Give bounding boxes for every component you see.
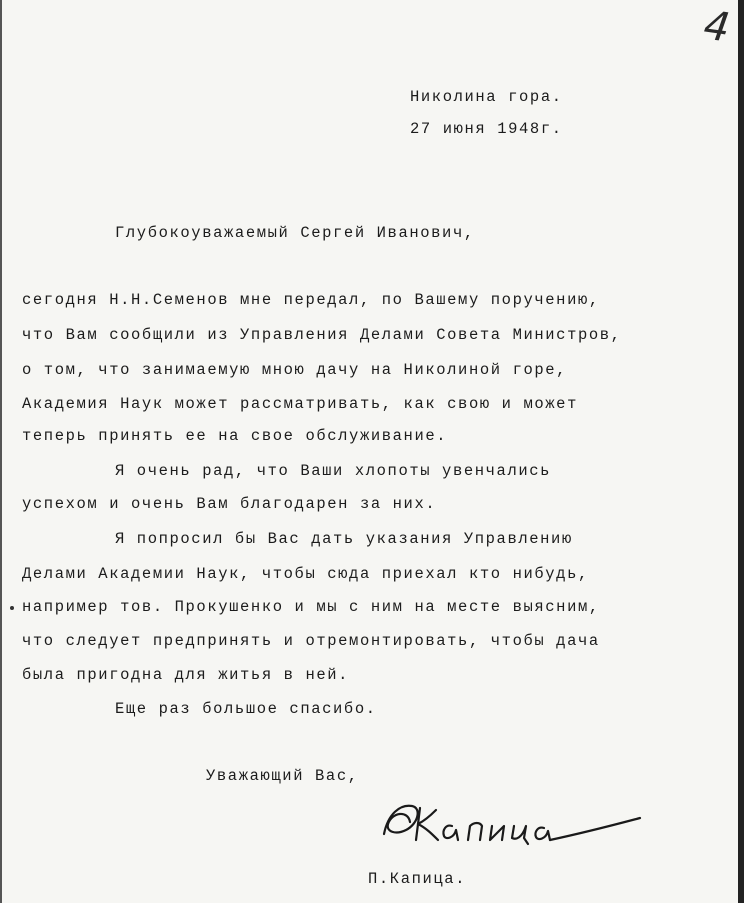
- salutation: Глубокоуважаемый Сергей Иванович,: [115, 224, 475, 242]
- closing: Уважающий Вас,: [206, 767, 359, 785]
- signer-name: П.Капица.: [368, 870, 467, 888]
- body-line: что Вам сообщили из Управления Делами Совета Министров,: [22, 326, 622, 344]
- scan-left-edge: [0, 0, 2, 903]
- body-line: Делами Академии Наук, чтобы сюда приехал кто нибудь,: [22, 565, 589, 583]
- letter-place: Николина гора.: [410, 88, 563, 106]
- page-number: 4: [700, 2, 733, 52]
- handwritten-signature: [378, 800, 648, 846]
- body-line: например тов. Прокушенко и мы с ним на месте выясним,: [22, 598, 600, 616]
- body-line: Еще раз большое спасибо.: [115, 700, 377, 718]
- body-line: теперь принять ее на свое обслуживание.: [22, 427, 448, 445]
- body-line: Академия Наук может рассматривать, как свою и может: [22, 395, 578, 413]
- margin-mark: [10, 606, 14, 610]
- body-line: сегодня Н.Н.Семенов мне передал, по Вашему поручению,: [22, 291, 600, 309]
- body-line: Я очень рад, что Ваши хлопоты увенчались: [115, 462, 552, 480]
- scan-right-edge: [738, 0, 744, 903]
- body-line: о том, что занимаемую мною дачу на Николиной горе,: [22, 361, 568, 379]
- letter-date: 27 июня 1948г.: [410, 120, 563, 138]
- body-line: успехом и очень Вам благодарен за них.: [22, 495, 437, 513]
- body-line: что следует предпринять и отремонтировать, чтобы дача: [22, 632, 600, 650]
- body-line: была пригодна для житья в ней.: [22, 666, 350, 684]
- body-line: Я попросил бы Вас дать указания Управлению: [115, 530, 573, 548]
